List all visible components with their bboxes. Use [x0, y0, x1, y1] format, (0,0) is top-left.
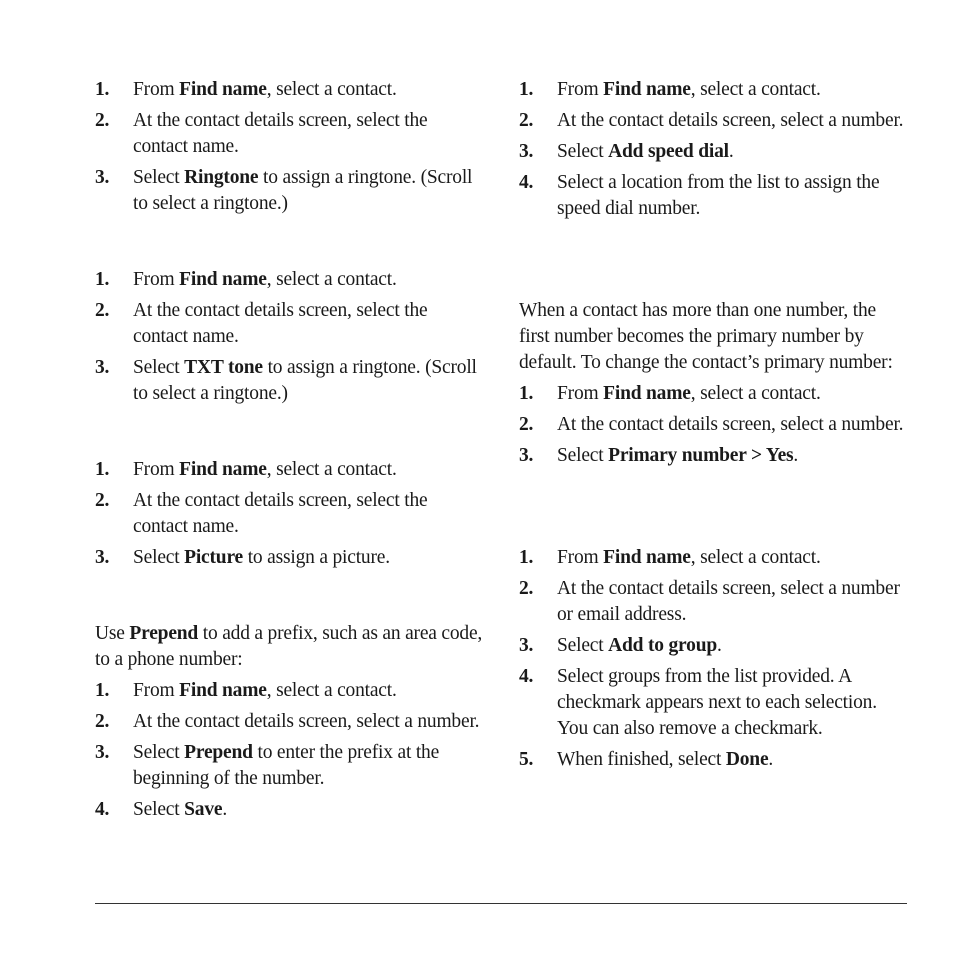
step-number: 1.	[95, 269, 110, 290]
step-number: 1.	[95, 79, 110, 100]
text-run: Select	[133, 357, 185, 378]
ui-term: Find name	[179, 79, 267, 100]
list-item	[519, 545, 909, 571]
list-item	[95, 298, 485, 350]
text-run: Select a location from the list to assign the speed dial number.	[557, 172, 880, 219]
list-item	[519, 412, 909, 438]
text-run: Select	[133, 799, 185, 820]
step-number: 4.	[519, 172, 534, 193]
text-run: At the contact details screen, select a number.	[133, 711, 480, 732]
primary-steps	[519, 381, 909, 469]
step-number: 1.	[519, 383, 534, 404]
text-run: At the contact details screen, select a number.	[557, 414, 904, 435]
list-item	[519, 633, 909, 659]
ui-term: Find name	[179, 459, 267, 480]
list-item	[95, 457, 485, 483]
text-run: Select	[557, 635, 609, 656]
step-number: 3.	[519, 445, 534, 466]
list-item	[95, 488, 485, 540]
list-item	[519, 108, 909, 134]
text-run: From	[557, 383, 604, 404]
step-number: 2.	[95, 110, 110, 131]
ui-term: Done	[725, 749, 769, 770]
step-number: 5.	[519, 749, 534, 770]
ui-term: Add to group	[608, 635, 717, 656]
text-run: , select a contact.	[266, 459, 397, 480]
text-run: to assign a ringtone. (Scroll to select a ringtone.)	[133, 167, 473, 214]
text-run: , select a contact.	[266, 680, 397, 701]
text-run: to assign a picture.	[243, 547, 390, 568]
step-number: 2.	[95, 300, 110, 321]
list-item	[519, 139, 909, 165]
ringtone-section	[95, 77, 485, 222]
prepend-section	[95, 621, 485, 828]
list-item	[95, 355, 485, 407]
list-item	[95, 77, 485, 103]
list-item	[519, 381, 909, 407]
list-item	[95, 267, 485, 293]
ui-term: Prepend	[129, 623, 199, 644]
text-run: From	[133, 79, 180, 100]
ui-term: Prepend	[184, 742, 253, 763]
text-run: Select	[557, 445, 609, 466]
text-run: At the contact details screen, select the contact name.	[133, 300, 428, 347]
step-number: 1.	[519, 79, 534, 100]
text-run: .	[768, 749, 774, 770]
prepend-intro	[95, 621, 485, 673]
text-run: to add a prefix, such as an area code, to a phone number:	[95, 623, 483, 670]
step-number: 2.	[519, 110, 534, 131]
step-number: 2.	[519, 578, 534, 599]
step-number: 3.	[519, 141, 534, 162]
text-run: At the contact details screen, select the contact name.	[133, 110, 428, 157]
step-number: 3.	[95, 357, 110, 378]
list-item	[519, 747, 909, 773]
speed-dial-section	[519, 77, 909, 227]
footer-rule	[95, 903, 907, 904]
ui-term: Add speed dial	[608, 141, 729, 162]
text-run: At the contact details screen, select the contact name.	[133, 490, 428, 537]
list-item	[95, 709, 485, 735]
step-number: 1.	[95, 680, 110, 701]
step-number: 2.	[519, 414, 534, 435]
text-run: .	[793, 445, 799, 466]
step-number: 4.	[95, 799, 110, 820]
step-number: 4.	[519, 666, 534, 687]
step-number: 3.	[95, 167, 110, 188]
text-run: .	[222, 799, 228, 820]
add-to-group-section	[519, 545, 909, 778]
step-number: 1.	[95, 459, 110, 480]
prepend-steps	[95, 678, 485, 823]
text-run: , select a contact.	[266, 269, 397, 290]
text-run: From	[557, 547, 604, 568]
ui-term: Find name	[603, 547, 691, 568]
ui-term: Picture	[184, 547, 244, 568]
text-run: When finished, select	[557, 749, 726, 770]
list-item	[519, 576, 909, 628]
step-number: 3.	[95, 742, 110, 763]
text-run: , select a contact.	[690, 79, 821, 100]
ui-term: Ringtone	[184, 167, 259, 188]
ui-term: Find name	[603, 79, 691, 100]
text-run: From	[557, 79, 604, 100]
ui-term: Save	[184, 799, 223, 820]
ui-term: Primary number > Yes	[608, 445, 794, 466]
list-item	[519, 664, 909, 742]
text-run: From	[133, 680, 180, 701]
text-run: .	[716, 635, 722, 656]
text-run: Use	[95, 623, 130, 644]
text-run: , select a contact.	[690, 547, 821, 568]
list-item	[95, 108, 485, 160]
text-run: At the contact details screen, select a number.	[557, 110, 904, 131]
text-run: Select	[133, 742, 185, 763]
text-run: , select a contact.	[690, 383, 821, 404]
text-run: Select	[557, 141, 609, 162]
step-number: 3.	[95, 547, 110, 568]
list-item	[95, 165, 485, 217]
primary-intro	[519, 298, 909, 376]
text-run: From	[133, 269, 180, 290]
text-run: to assign a ringtone. (Scroll to select a ringtone.)	[133, 357, 477, 404]
text-run: From	[133, 459, 180, 480]
primary-number-section	[519, 298, 909, 474]
text-run: , select a contact.	[266, 79, 397, 100]
text-run: to enter the prefix at the beginning of the number.	[133, 742, 440, 789]
text-run: .	[728, 141, 734, 162]
list-item	[519, 170, 909, 222]
step-number: 2.	[95, 711, 110, 732]
step-number: 3.	[519, 635, 534, 656]
text-run: Select	[133, 547, 185, 568]
txt-tone-section	[95, 267, 485, 412]
list-item	[519, 443, 909, 469]
text-run: When a contact has more than one number, the first number becomes the primary number by default. To change the contact’s primary number:	[519, 300, 893, 373]
step-number: 1.	[519, 547, 534, 568]
list-item	[95, 797, 485, 823]
ui-term: Find name	[179, 269, 267, 290]
list-item	[95, 545, 485, 571]
text-run: Select	[133, 167, 185, 188]
step-number: 2.	[95, 490, 110, 511]
ui-term: Find name	[179, 680, 267, 701]
ui-term: TXT tone	[184, 357, 263, 378]
text-run: At the contact details screen, select a number or email address.	[557, 578, 900, 625]
picture-section	[95, 457, 485, 576]
list-item	[95, 678, 485, 704]
list-item	[95, 740, 485, 792]
text-run: Select groups from the list provided. A checkmark appears next to each selection. You can also remove a checkmark.	[557, 666, 877, 739]
list-item	[519, 77, 909, 103]
ui-term: Find name	[603, 383, 691, 404]
